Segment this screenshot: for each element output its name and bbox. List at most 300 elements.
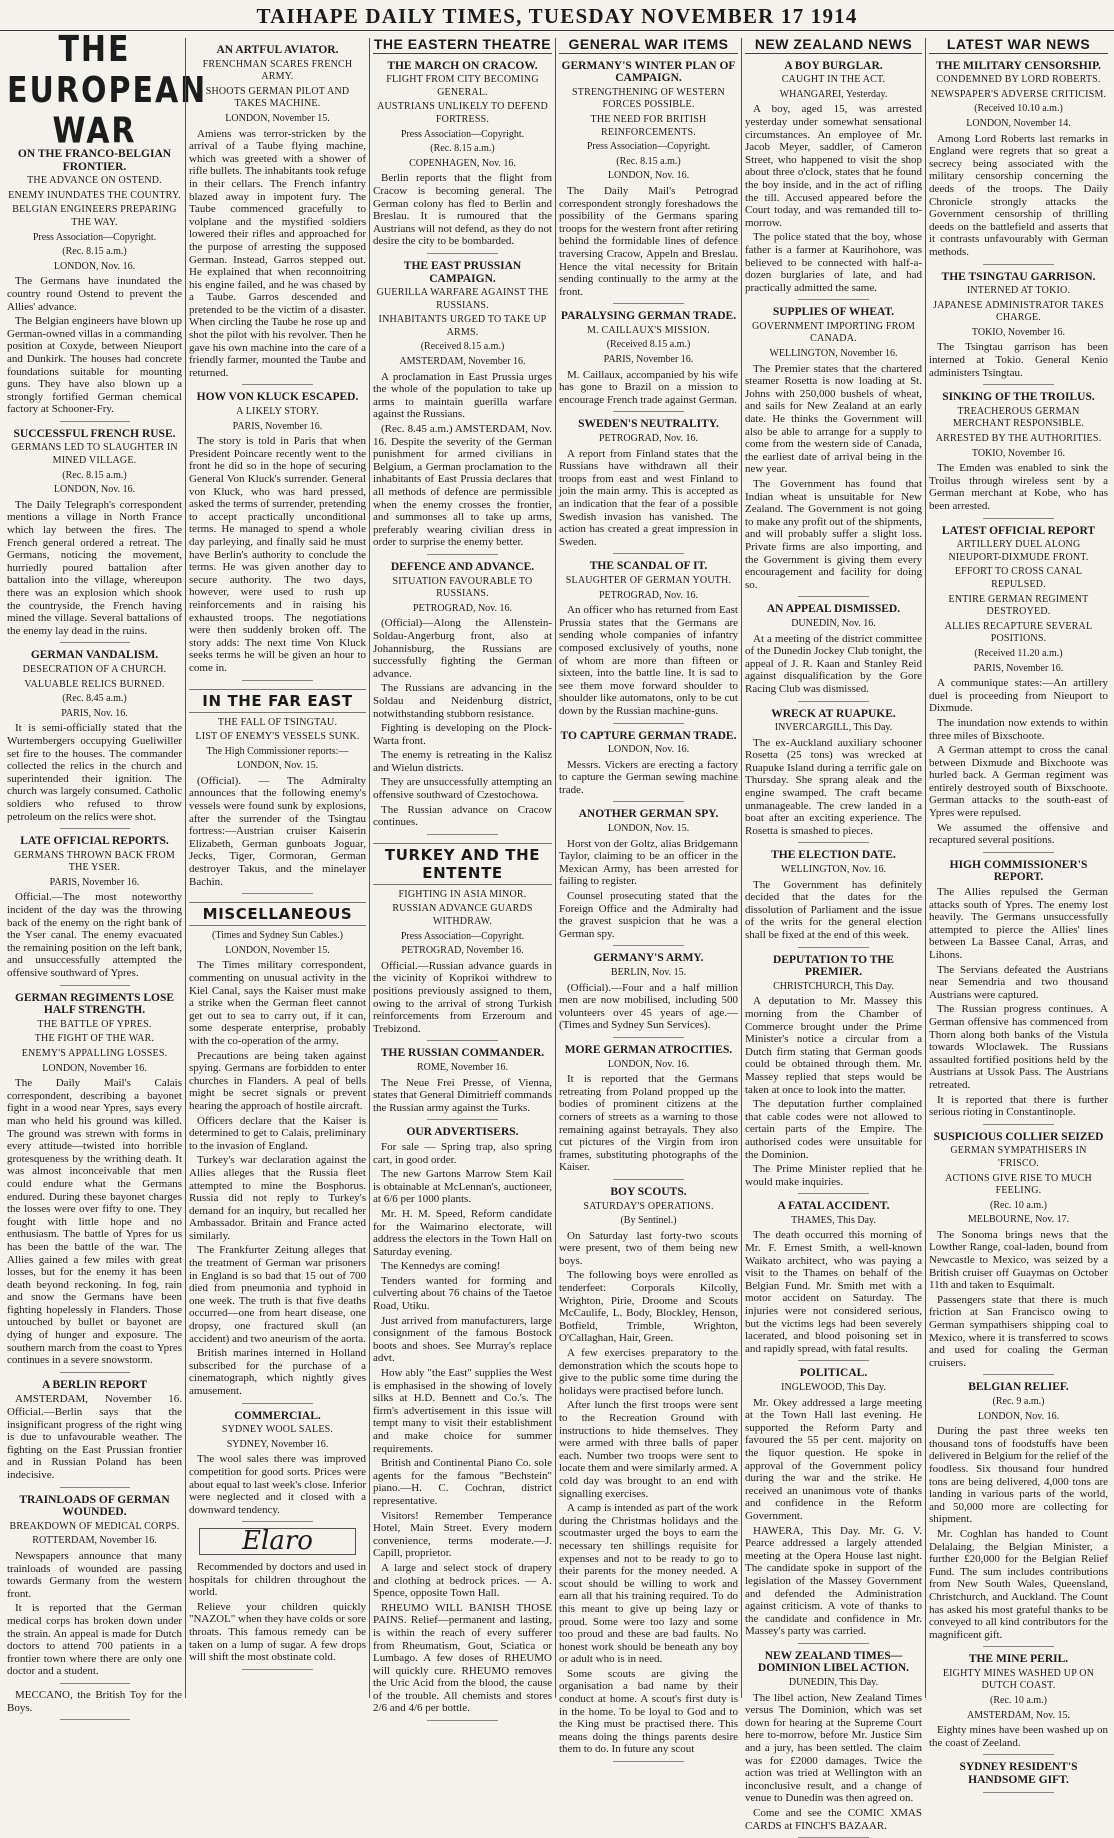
article-dateline: LONDON, November 15. (225, 112, 330, 124)
article-paragraph: Messrs. Vickers are erecting a factory to capture the German sewing machine trade. (559, 758, 738, 796)
article-subheading: ENEMY INUNDATES THE COUNTRY. (8, 189, 181, 201)
article-divider (983, 1124, 1055, 1125)
article-dateline: INVERCARGILL, This Day. (774, 722, 893, 734)
article-paragraph: The Russian progress continues. A German offensive has commenced from Thorn along both banks of the Vistula towards Wloclawek. The Russians assaulted fortified positions held by the Austrians at Ussok Pass. The Austrians retreated. (929, 1003, 1108, 1091)
article (929, 60, 1108, 265)
article-dateline: (By Sentinel.) (620, 1215, 677, 1227)
article-paragraph: Turkey's war declaration against the Allies alleges that the Russia fleet attempted to mine the Bosphorus. Russia did not reply to Turkey's demand for an inquiry, but recalled her Ambassador. Britain and France acted similarly. (189, 1154, 366, 1242)
article-subheading: THE FALL OF TSINGTAU. (217, 716, 338, 728)
article-divider (60, 1683, 130, 1684)
article-paragraph: We assumed the offensive and recaptured several positions. (929, 821, 1108, 847)
article-paragraph: Mr. Coghlan has handed to Count Delalaing, the Belgian Minister, a further £20,000 for the Belgian Relief Fund. The sum includes contributions from New South Wales, Queensland, Christchurch, and Auckland. The Count has asked his most grateful thanks to be conveyed to all kind contributors for the magnificent gift. (929, 1527, 1108, 1641)
article (189, 1528, 366, 1669)
article (559, 808, 738, 946)
article (559, 418, 738, 554)
article-divider (427, 1040, 499, 1041)
article-subheading: GERMANS LED TO SLAUGHTER IN MINED VILLAGE. (11, 442, 178, 467)
article-divider (798, 1360, 869, 1361)
article (745, 708, 922, 844)
article-subheading: ARTILLERY DUEL ALONG NIEUPORT-DIXMUDE FRONT. (948, 539, 1089, 563)
article (559, 60, 738, 305)
article-headline: DEPUTATION TO THE PREMIER. (773, 953, 894, 979)
article-headline: BELGIAN RELIEF. (968, 1381, 1069, 1394)
article-paragraph: An officer who has returned from East Prussia states that the Germans are sending whole companies of infantry composed exclusively of youths, none of whom are more than fifteen or sixteen, into the battle line. It is sad to see them move forward shoulder to shoulder like automatons, only to be cut down by the Russian machine-guns. (559, 604, 738, 717)
article-headline: SUCCESSFUL FRENCH RUSE. (13, 427, 176, 440)
article-dateline: (Received 8.15 a.m.) (606, 339, 691, 351)
ad-logo: Elaro (199, 1528, 356, 1555)
article-dateline: MELBOURNE, Nov. 17. (967, 1214, 1070, 1226)
article-paragraph: The new Gartons Marrow Stem Kail is obtainable at McLennan's, auctioneer, at 6/6 per 1000 plants. (373, 1168, 552, 1206)
article (559, 560, 738, 723)
article (745, 849, 922, 947)
article-divider (798, 947, 869, 948)
article-headline: POLITICAL. (799, 1367, 868, 1380)
article-headline: AN APPEAL DISMISSED. (766, 603, 901, 616)
article-divider (242, 1403, 313, 1404)
article-paragraph: Just arrived from manufacturers, large consignment of the famous Bostock boots and shoes. See Murray's replace advt. (373, 1314, 552, 1365)
article-dateline: (Rec. 10 a.m.) (990, 1199, 1047, 1211)
article-headline: SWEDEN'S NEUTRALITY. (578, 418, 719, 431)
article-paragraph: During the past three weeks ten thousand tons of foodstuffs have been delivered in Belgium for the relief of the foodless. Six thousand four hundred tons are being delivered, 4,000 tons are landing in various parts of the world, and 50,000 more are collecting for shipment. (929, 1425, 1108, 1526)
article-paragraph: Official.—Russian advance guards in the vicinity of Koprikoi withdrew to positions previously assigned to them, owing to the arrival of strong Turkish reinforcements from Erzeroum and Trebizond. (373, 959, 552, 1035)
article-dateline: LONDON, November 14. (966, 117, 1071, 129)
article-paragraph: Amiens was terror-stricken by the arrival of a Taube flying machine, which was greeted with a shower of rifle bullets. The inhabitants took refuge in their cellars. The French infantry blazed away in impotent fury. The Taube commenced gracefully to volplane and the mystified soldiers lowered their rifles and approached for the purpose of arresting the supposed German. Instead, Garros stepped out. He explained that when reconnoitring his engine failed, and he was chased by a Taube. Garros descended and pretended to be the victim of a disaster. When circling the Taube he rose up and shot the pilot with his revolver. Then he gave his own machine into the care of a friendly farmer, mounted the Taube and returned. (189, 127, 366, 379)
article-dateline: (Rec. 8.15 a.m.) (62, 469, 127, 481)
article-dateline: (Rec. 8.15 a.m.) (616, 155, 681, 167)
article-paragraph: The Frankfurter Zeitung alleges that the treatment of German war prisoners in England is so bad that 15 out of 700 died from pneumonia and typhoid in one week. The truth is that five deaths occurred—one from heart disease, one dropsy, one fractured skull (an accident) and two aneurism of the aorta. (189, 1244, 366, 1345)
article-headline: SYDNEY RESIDENT'S HANDSOME GIFT. (959, 1761, 1078, 1787)
article-subheading: SHOOTS GERMAN PILOT AND TAKES MACHINE. (205, 85, 350, 110)
article-divider (427, 1720, 499, 1721)
article (745, 60, 922, 301)
article-subheading: STRENGTHENING OF WESTERN FORCES POSSIBLE. (572, 86, 725, 111)
article-paragraph: A communique states:—An artillery duel is proceeding from Nieuport to Dixmude. (929, 677, 1108, 715)
article-dateline: PETROGRAD, Nov. 16. (598, 433, 699, 445)
article-dateline: (Received 11.20 a.m.) (974, 647, 1063, 659)
article-dateline: COPENHAGEN, Nov. 16. (409, 157, 516, 169)
article-divider (613, 553, 685, 554)
section-heading: TURKEY AND THE ENTENTE (373, 843, 552, 885)
article-paragraph: (Official). — The Admiralty announces that the following enemy's vessels were found sunk by explosions, after the surrender of the Tsingtau fortress:—Austrian cruiser Kaiserin Elizabeth, German gunboats Joguar, Jecks, Tiger, Cormoran, German destroyer Takus, and the minelayer Bachin. (189, 774, 366, 888)
article-dateline: LONDON, November 15. (225, 944, 330, 956)
article-divider (983, 852, 1055, 853)
article-divider (798, 596, 869, 597)
article-subheading: CAUGHT IN THE ACT. (781, 74, 886, 86)
article-headline: GERMAN VANDALISM. (30, 649, 159, 662)
article-paragraph: The Allies repulsed the German attacks south of Ypres. The enemy lost heavily. The Germans unsuccessfully attempted to pierce the Allies' lines between La Bassee Canal, Arras, and Lihons. (929, 886, 1108, 961)
article-divider (613, 1761, 685, 1762)
article-dateline: TOKIO, November 16. (971, 326, 1066, 338)
article-dateline: ROME, November 16. (416, 1061, 509, 1073)
article-headline: SINKING OF THE TROILUS. (942, 391, 1095, 404)
article-divider (798, 1193, 869, 1194)
article (745, 1367, 922, 1643)
article-headline: TO CAPTURE GERMAN TRADE. (560, 729, 737, 742)
article-headline: THE TSINGTAU GARRISON. (941, 270, 1096, 283)
article-headline: SUSPICIOUS COLLIER SEIZED (933, 1130, 1104, 1143)
article-subheading: BELGIAN ENGINEERS PREPARING THE WAY. (12, 204, 177, 228)
article (7, 992, 182, 1373)
article-subheading: A LIKELY STORY. (236, 406, 319, 418)
article-dateline: AMSTERDAM, November 16. (399, 356, 526, 368)
section-heading: IN THE FAR EAST (189, 689, 366, 713)
article-dateline: LONDON, Nov. 16. (607, 170, 690, 182)
article-paragraph: A report from Finland states that the Russians have withdrawn all their troops from east and west Finland to join the main army. This is accepted as an indication that the fear of a possible Swedish invasion has vanished. The action has created a great impression in Sweden. (559, 447, 738, 548)
article-paragraph: The Russians are advancing in the Soldau and Neidenburg district, notwithstanding stubborn resistance. (373, 682, 552, 720)
article-paragraph: Fighting is developing on the Plock-Warta front. (373, 722, 552, 747)
article (929, 1381, 1108, 1647)
article-paragraph: The Tsingtau garrison has been interned at Tokio. General Kenio administers Tsingtau. (929, 341, 1108, 379)
article-paragraph: The inundation now extends to within three miles of Bixschoote. (929, 716, 1108, 742)
article-headline: THE ELECTION DATE. (771, 849, 896, 862)
article-divider (60, 1487, 130, 1488)
article (929, 1761, 1108, 1792)
article-paragraph: (Official)—Along the Allenstein-Soldau-Angerburg front, also at Johannisburg, the Russians are successfully fighting the German advance. (373, 617, 552, 680)
article-subheading: ENTIRE GERMAN REGIMENT DESTROYED. (948, 593, 1089, 618)
article-divider (427, 253, 499, 254)
article-dateline: ROTTERDAM, November 16. (32, 1535, 157, 1547)
article-divider (983, 1754, 1055, 1755)
article-headline: NEW ZEALAND TIMES—DOMINION LIBEL ACTION. (757, 1649, 910, 1675)
article-subheading: FRENCHMAN SCARES FRENCH ARMY. (202, 58, 353, 83)
article-paragraph: How ably "the East" supplies the West is emphasised in the showing of lovely silks at H.D. Bennett and Co.'s. The firm's advertisement in this issue will tempt many to visit their establishment and make choice for summer requirements. (373, 1367, 552, 1455)
article-dateline: (Rec. 10 a.m.) (990, 1695, 1047, 1707)
article-paragraph: Come and see the COMIC XMAS CARDS at FINCH'S BAZAAR. (745, 1807, 922, 1832)
article-divider (983, 1374, 1055, 1375)
article-paragraph: It is semi-officially stated that the Wurtembergers occupying Gueliwiller set fire to the houses. The commander collected the relics in the church and superintended their ignition. The church was largely consumed. Catholic soldiers who refused to throw petroleum on the relics were shot. (7, 722, 182, 823)
section-title: THE EUROPEAN WAR (7, 28, 208, 153)
article-headline: GERMAN REGIMENTS LOSE HALF STRENGTH. (14, 991, 175, 1017)
article-headline: THE MINE PERIL. (968, 1653, 1069, 1666)
article-paragraph: Counsel prosecuting stated that the Foreign Office and the Admiralty had the gravest suspicion that he was a German spy. (559, 890, 738, 940)
article (7, 1689, 182, 1720)
article-paragraph: Among Lord Roberts last remarks in England were regrets that so great a secrecy being associated with the military censorship concerning the deeds of the troops. The Daily Chronicle strongly attacks the Government censorship of thrilling deeds on the battlefield and asserts that it contrasts unfavourably with German methods. (929, 132, 1108, 258)
article-paragraph: The following boys were enrolled as tenderfeet: Corporals Kilcolly, Wrighton, Pirie, Droome and Scouts McCaulife, L. Body, Blockley, Henson, Botfield, Trimble, Wrighton, O'Callaghan, Hair, Green. (559, 1269, 738, 1345)
article-subheading: VALUABLE RELICS BURNED. (24, 678, 165, 690)
article-paragraph: For sale — Spring trap, also spring cart, in good order. (373, 1140, 552, 1166)
article-subheading: THE ADVANCE ON OSTEND. (27, 175, 162, 187)
article-dateline: (Times and Sydney Sun Cables.) (211, 930, 344, 942)
article-paragraph: The death occurred this morning of Mr. F. Ernest Smith, a well-known Waikato architect, who was paying a visit to the Thames on behalf of the Belgian Fund. Mr. Smith met with a motor accident on Saturday. The injuries were not considered serious, but the victims legs had been severely lacerated, and blood poisoning set in and rapidly spread, with fatal results. (745, 1229, 922, 1355)
article-subheading: SYDNEY WOOL SALES. (221, 1424, 334, 1436)
article-dateline: LONDON, Nov. 16. (607, 1058, 690, 1070)
article-dateline: INGLEWOOD, This Day. (781, 1382, 886, 1393)
article-headline: HIGH COMMISSIONER'S REPORT. (949, 858, 1088, 884)
article-divider (242, 680, 313, 681)
article-headline: SUPPLIES OF WHEAT. (772, 306, 895, 319)
article (559, 310, 738, 412)
article-paragraph: Some scouts are giving the organisation a bad name by their conduct at home. A scout's first duty is in the home. To be loyal to God and to the King must be practised there. This means doing the things parents desire them to do. In future any scout (559, 1667, 738, 1756)
article-headline: ON THE FRANCO-BELGIAN FRONTIER. (17, 148, 172, 173)
article-subheading: LIST OF ENEMY'S VESSELS SUNK. (195, 731, 360, 743)
column-1 (4, 28, 208, 1714)
article-subheading: FIGHTING IN ASIA MINOR. (398, 888, 527, 900)
article-paragraph: A German attempt to cross the canal between Dixmude and Bixchoote was hurled back. A German regiment was entirely destroyed south of Bixschoote. German attacks to the south-east of Ypres were repulsed. (929, 744, 1108, 820)
article-divider (427, 834, 499, 835)
column-header: NEW ZEALAND NEWS (745, 38, 922, 54)
article-paragraph: The Sonoma brings news that the Lowther Range, coal-laden, bound from Newcastle to Mexico, was seized by a British cruiser off Guaymas on October 11th and taken to Esquimalt. (929, 1228, 1108, 1292)
article (559, 952, 738, 1038)
article-headline: TRAINLOADS OF GERMAN WOUNDED. (19, 1493, 170, 1519)
article-paragraph: At a meeting of the district committee of the Dunedin Jockey Club tonight, the appeal of J. R. Kaan and Stanley Reid against disqualification by the Gore Racing Club was dismissed. (745, 632, 922, 695)
article-paragraph: RHEUMO WILL BANISH THOSE PAINS. Relief—permanent and lasting, is within the reach of every sufferer from Rheumatism, Gout, Sciatica or Lumbago. A few doses of RHEUMO will quickly cure. RHEUMO removes the Uric Acid from the blood, the cause of the trouble. All chemists and stores 2/6 and 4/6 per bottle. (373, 1601, 552, 1715)
article-paragraph: The Neue Frei Presse, of Vienna, states that General Dimitrieff commands the Russian army against the Turks. (373, 1076, 552, 1114)
article (7, 428, 182, 644)
article-paragraph: Recommended by doctors and used in hospitals for children throughout the world. (189, 1560, 366, 1599)
article-subheading: GERMAN SYMPATHISERS IN 'FRISCO. (950, 1145, 1087, 1169)
article-paragraph: The Daily Mail's Calais correspondent, describing a bayonet fight in a wood near Ypres, says every man who held his ground was killed. The ground was strewn with forms in every attitude—twisted into horrible grotesqueness by the writhing death. It was almost inconceivable that men could endure what the Germans endured. During these bayonet charges the losses were over fifty to one. They fought with little hope and no enthusiasm. The battle of Ypres for us has been the battle of the war. The Allies gained a few miles with great losses, but for the enemy it has been death beyond reckoning. In fog, rain and snow the Germans have been fighting hopelessly in Flanders. Those untouched by bullet or bayonet are dying of hunger and exposure. The southern march from the coast to Ypres continues in a severe snowstorm. (7, 1077, 182, 1367)
article (559, 730, 738, 803)
article-subheading: THE FIGHT OF THE WAR. (34, 1033, 155, 1045)
article-paragraph: (Official).—Four and a half million men are now mobilised, including 500 volunteers over 45 years of age.—(Times and Sydney Sun Services). (559, 981, 738, 1032)
article-subheading: GUERILLA WARFARE AGAINST THE RUSSIANS. (376, 287, 549, 311)
article-paragraph: Official.—The most noteworthy incident of the day was the throwing back of the enemy on the right bank of the Yser canal. The enemy evacuated the remaining position on the left bank, and unsuccessfully attempted the offensive southward of Ypres. (7, 891, 182, 980)
article-paragraph: Passengers state that there is much friction at San Francisco owing to German sympathisers shipping coal to Mexico, where it is transferred to scows and used for coaling the German cruisers. (929, 1293, 1108, 1369)
article-headline: GERMANY'S WINTER PLAN OF CAMPAIGN. (561, 59, 736, 85)
article-headline: LATEST OFFICIAL REPORT (941, 524, 1096, 537)
article-subheading: CONDEMNED BY LORD ROBERTS. (936, 74, 1101, 86)
article-dateline: DUNEDIN, This Day. (788, 1677, 879, 1689)
article-paragraph: A proclamation in East Prussia urges the whole of the population to take up arms to maintain guerilla warfare against the Russians. (373, 370, 552, 421)
article-paragraph: Mr. Okey addressed a large meeting at the Town Hall last evening. He supported the Reform Party and favoured the 55 per cent. majority on the liquor question. He spoke in approval of the Government policy during the war and the strike. He received an unanimous vote of thanks and confidence in the Reform Government. (745, 1396, 922, 1522)
article-subheading: ACTIONS GIVE RISE TO MUCH FEELING. (945, 1172, 1092, 1197)
article-headline: GERMANY'S ARMY. (593, 952, 704, 965)
article-paragraph: The Kennedys are coming! (381, 1260, 501, 1273)
article-paragraph: Newspapers announce that many trainloads of wounded are passing towards Germany from the western front. (7, 1549, 182, 1600)
article-divider (242, 1521, 313, 1522)
article-dateline: SYDNEY, November 16. (226, 1438, 329, 1450)
article-dateline: (Rec. 8.15 a.m.) (62, 246, 127, 258)
article-paragraph: The Government has found that Indian wheat is unsuitable for New Zealand. The Government is not going to make any profit out of the shipments, and will probably suffer a slight loss. Private firms are also importing, and the Government is giving them every encouragement and facility for doing so. (745, 478, 922, 591)
article-divider (242, 384, 313, 385)
article-subheading: AUSTRIANS UNLIKELY TO DEFEND FORTRESS. (377, 101, 548, 125)
article-divider (798, 701, 869, 702)
article-paragraph: Precautions are being taken against spying. Germans are forbidden to enter churches in Flanders. A peal of bells might be secret signals or prevent hearing the approach of hostile aircraft. (189, 1049, 366, 1112)
article-dateline: LONDON, Nov. 16. (977, 1410, 1060, 1422)
article-dateline: WELLINGTON, November 16. (769, 348, 898, 360)
article-dateline: (Rec. 8.45 a.m.) (62, 693, 127, 705)
article-paragraph: They are unsuccessfully attempting an offensive southward of Czestochowa. (373, 776, 552, 802)
article-divider (60, 1719, 130, 1720)
article-dateline: LONDON, Nov. 16. (53, 260, 136, 272)
article (7, 148, 182, 422)
article-dateline: THAMES, This Day. (791, 1214, 876, 1226)
article-headline: WRECK AT RUAPUKE. (771, 707, 896, 720)
article (7, 1379, 182, 1488)
article-divider (60, 642, 130, 643)
article-paragraph: A camp is intended as part of the work during the Christmas holidays and the scoutmaster urged the boys to earn the necessary ten shillings requisite for expenses and not to be ready to go to their parents for the money needed. A scout should be willing to work and earn all that his training required. To do this meant to give up being lazy or proud. Some were too lazy and some too proud and these are bad faults. No honest work should be beneath any boy or adult who is in need. (559, 1502, 738, 1666)
article (745, 603, 922, 701)
article-headline: PARALYSING GERMAN TRADE. (560, 310, 737, 323)
article-dateline: LONDON, Nov. 16. (607, 744, 690, 756)
article-paragraph: AMSTERDAM, November 16. Official.—Berlin says that the insignificant progress of the right wing is due to unfavourable weather. The fighting on the East Prussian frontier and in Russian Poland has been indecisive. (7, 1393, 182, 1481)
article-headline: THE MARCH ON CRACOW. (387, 59, 538, 72)
article-dateline: PARIS, November 16. (973, 662, 1064, 674)
article-paragraph: The libel action, New Zealand Times versus The Dominion, which was set down for hearing at the Supreme Court here to-morrow, before Mr. Justice Sim and a jury, has been settled. The claim was for £2000 damages. Twice the action was tried at Wellington with an inconclusive result, and a change of venue to Dunedin was then agreed on. (745, 1691, 922, 1805)
article-subheading: THE BATTLE OF YPRES. (37, 1018, 152, 1030)
article-subheading: NEWSPAPER'S ADVERSE CRITICISM. (930, 88, 1107, 100)
article-divider (613, 411, 685, 412)
column-5 (741, 36, 925, 1832)
article-paragraph: Eighty mines have been washed up on the coast of Zeeland. (929, 1724, 1108, 1749)
article-dateline: PARIS, November 16. (603, 354, 694, 366)
article-dateline: BERLIN, Nov. 15. (610, 967, 687, 978)
article-paragraph: M. Caillaux, accompanied by his wife has gone to Brazil on a mission to encourage French trade against German. (559, 368, 738, 406)
article-paragraph: HAWERA, This Day. Mr. G. V. Pearce addressed a largely attended meeting at the Opera House last night. The candidate spoke in support of the legislation of the Massey Government and defended the Administration against criticism. A vote of thanks to the candidate and confidence in Mr. Massey's party was carried. (745, 1524, 922, 1638)
article-paragraph: On Saturday last forty-two scouts were present, two of them being new boys. (559, 1229, 738, 1267)
column-2 (185, 38, 369, 1698)
article-paragraph: The ex-Auckland auxiliary schooner Rosetta (25 tons) was wrecked at Ruapuke Island during a terrific gale on Thursday. She sprang aleak and the engine swamped. The craft became unmanageable. The crew landed in a boat after an exciting experience. The Rosetta is smashed to pieces. (745, 736, 922, 837)
article-paragraph: It is reported that the Germans retreating from Poland propped up the bodies of prominent citizens at the corners of streets as a warning to those remaining against betrayals. They also cut pictures of the Virgin from iron frames, substituting photographs of the Kaiser. (559, 1073, 738, 1174)
article-dateline: PARIS, November 16. (49, 876, 140, 888)
article (745, 1650, 922, 1838)
article-headline: THE MILITARY CENSORSHIP. (936, 59, 1101, 72)
article-paragraph: Tenders wanted for forming and culverting about 76 chains of the Taetoe Road, Utiku. (373, 1274, 552, 1313)
article (745, 306, 922, 597)
article-subheading: M. CAILLAUX'S MISSION. (587, 324, 710, 336)
article-paragraph: Officers declare that the Kaiser is determined to get to Calais, preliminary to the invasion of England. (189, 1114, 366, 1152)
article-dateline: LONDON, Nov. 15. (236, 760, 319, 772)
article (373, 260, 552, 555)
article-headline: LATE OFFICIAL REPORTS. (20, 835, 169, 848)
article-subheading: THE NEED FOR BRITISH REINFORCEMENTS. (590, 113, 707, 138)
article (373, 1126, 552, 1721)
article (7, 649, 182, 829)
article-paragraph: British marines interned in Holland subscribed for the purchase of a cinematograph, which nightly gives amusement. (189, 1347, 366, 1397)
article-headline: AN ARTFUL AVIATOR. (216, 44, 339, 56)
section-heading: MISCELLANEOUS (189, 902, 366, 926)
article (373, 561, 552, 835)
article-subheading: SITUATION FAVOURABLE TO RUSSIANS. (392, 575, 533, 600)
article-headline: A BERLIN REPORT (41, 1378, 148, 1391)
article-paragraph: A few exercises preparatory to the demonstration which the scouts hope to give to the public some time during the holidays were practised before lunch. (559, 1347, 738, 1397)
article (189, 689, 366, 895)
article (929, 859, 1108, 1125)
article-subheading: DESECRATION OF A CHURCH. (22, 663, 167, 675)
article-divider (983, 264, 1055, 265)
article-headline: HOW VON KLUCK ESCAPED. (196, 391, 359, 404)
article-divider (983, 384, 1055, 385)
article-paragraph: The Government has definitely decided that the dates for the dissolution of Parliament and the issue of the writs for the general election shall be fixed at the end of this week. (745, 878, 922, 941)
article-paragraph: A large and select stock of drapery and clothing at bedrock prices. — A. Spence, opposite Town Hall. (373, 1561, 552, 1600)
column-header: LATEST WAR NEWS (929, 38, 1108, 54)
column-header: THE EASTERN THEATRE (373, 36, 552, 52)
article-subheading: EFFORT TO CROSS CANAL REPULSED. (954, 566, 1083, 590)
article-divider (983, 518, 1055, 519)
article-headline: BOY SCOUTS. (610, 1185, 687, 1198)
article-subheading: SATURDAY'S OPERATIONS. (583, 1200, 714, 1212)
article-subheading: EIGHTY MINES WASHED UP ON DUTCH COAST. (942, 1667, 1095, 1692)
article (929, 525, 1108, 853)
article-paragraph: The deputation further complained that cable codes were not allowed to certain parts of the Empire. The authorised codes were unsuitable for the Dominion. (745, 1098, 922, 1161)
article-subheading: BREAKDOWN OF MEDICAL CORPS. (9, 1520, 180, 1532)
article-paragraph: The Russian advance on Cracow continues. (373, 803, 552, 829)
article-divider (427, 554, 499, 555)
article-dateline: DUNEDIN, Nov. 16. (791, 617, 876, 629)
article-subheading: RUSSIAN ADVANCE GUARDS WITHDRAW. (392, 903, 533, 928)
article (189, 902, 366, 1403)
article (189, 44, 366, 385)
article-divider (613, 1037, 685, 1038)
article-paragraph: After lunch the first troops were sent to the Recreation Ground with instructions to hide themselves. They were armed with three balls of paper each. Number two troops were sent to locate them and were similarly armed. A cold day was brought to an end with signalling exercises. (559, 1399, 738, 1500)
article (373, 843, 552, 1042)
article-divider (798, 299, 869, 300)
article-dateline: PETROGRAD, November 16. (401, 945, 524, 957)
article (559, 1186, 738, 1762)
column-header: GENERAL WAR ITEMS (559, 38, 738, 54)
article-headline: ANOTHER GERMAN SPY. (578, 808, 719, 821)
article-paragraph: MECCANO, the British Toy for the Boys. (7, 1688, 182, 1714)
article-dateline: (Rec. 8.15 a.m.) (430, 143, 495, 155)
article-paragraph: The Germans have inundated the country round Ostend to prevent the Allies' advance. (7, 275, 182, 313)
article-dateline: (Rec. 9 a.m.) (992, 1396, 1045, 1407)
article-dateline: Press Association—Copyright. (32, 231, 157, 243)
article-paragraph: It is reported that there is further serious rioting in Constantinople. (929, 1093, 1108, 1119)
article (929, 271, 1108, 386)
article-divider (242, 1669, 313, 1670)
article-dateline: WHANGAREI, Yesterday. (779, 88, 888, 100)
article-headline: A FATAL ACCIDENT. (777, 1200, 890, 1213)
article-divider (798, 842, 869, 843)
article-headline: THE RUSSIAN COMMANDER. (380, 1047, 545, 1060)
article-paragraph: Visitors! Remember Temperance Hotel, Main Street. Every modern convenience, terms moderate.—J. Capill, proprietor. (373, 1509, 552, 1560)
article-paragraph: The Daily Mail's Petrograd correspondent strongly foreshadows the possibility of the Germans sparing troops for the western front after retiring behind the formidable lines of defence traversing Cracow, Appeln and Breslau. Hence the vital necessity for Britain sending continually to the army at the front. (559, 184, 738, 298)
article-divider (798, 1643, 869, 1644)
article-paragraph: Berlin reports that the flight from Cracow is becoming general. The German colony has fled to Berlin and Breslau. It is rumoured that the Austrians will not defend, as they do not desire the city to be bombarded. (373, 172, 552, 248)
article-paragraph: The Times military correspondent, commenting on unusual activity in the Kiel Canal, says the Kaiser must make a strike when the German fleet cannot get out to sea to carry out, if it can, some desperate enterprise, probably with the co-operation of the army. (189, 959, 366, 1047)
article-headline: COMMERCIAL. (234, 1409, 321, 1422)
article-subheading: GOVERNMENT IMPORTING FROM CANADA. (751, 320, 916, 345)
article-dateline: Press Association—Copyright. (586, 141, 711, 153)
article-paragraph: The wool sales there was improved competition for good sorts. Prices were about equal to last week's close. Inferior were neglected and it closed with a downward tendency. (189, 1453, 367, 1516)
article-paragraph: The enemy is retreating in the Kalisz and Wielun districts. (373, 749, 552, 774)
article (929, 1653, 1108, 1755)
article-headline: MORE GERMAN ATROCITIES. (564, 1043, 733, 1056)
article-dateline: (Received 10.10 a.m.) (974, 103, 1063, 115)
article-paragraph: The Servians defeated the Austrians near Semendria and two thousand Austrians were captured. (929, 963, 1108, 1001)
article-divider (427, 1119, 499, 1120)
article-subheading: GERMANS THROWN BACK FROM THE YSER. (13, 849, 176, 874)
article-subheading: TREACHEROUS GERMAN MERCHANT RESPONSIBLE. (952, 405, 1085, 430)
article-paragraph: Horst von der Goltz, alias Bridgemann Taylor, claiming to be an officer in the Mexican Army, has been arrested for failing to register. (559, 837, 738, 888)
article-divider (60, 828, 130, 829)
article (929, 391, 1108, 518)
article-dateline: (Received 8.15 a.m.) (420, 341, 505, 353)
article-dateline: WELLINGTON, Nov. 16. (781, 864, 886, 876)
article-paragraph: (Rec. 8.45 a.m.) AMSTERDAM, Nov. 16. Despite the severity of the German punishment for armed civilians in Belgium, a German proclamation to the inhabitants of East Prussia declares that all methods of defence are permissible when the enemy crosses the frontier, and summonses all to take up arms, preferably wearing civilian dress in order to surprise the enemy better. (373, 423, 552, 549)
article-headline: THE EAST PRUSSIAN CAMPAIGN. (403, 259, 522, 285)
article (929, 1131, 1108, 1376)
article-divider (613, 303, 685, 304)
article-dateline: TOKIO, November 16. (971, 447, 1066, 459)
article-divider (613, 945, 685, 946)
article-divider (613, 723, 685, 724)
article-subheading: INTERNED AT TOKIO. (966, 285, 1071, 297)
article-dateline: Press Association—Copyright. (400, 930, 525, 942)
article-headline: THE SCANDAL OF IT. (589, 560, 708, 573)
article-headline: OUR ADVERTISERS. (406, 1126, 519, 1139)
article-subheading: SLAUGHTER OF GERMAN YOUTH. (565, 574, 732, 586)
article (7, 1494, 182, 1684)
article-paragraph: The Emden was enabled to sink the Troilus through wireless sent by a German merchant at Kobe, who has been arrested. (929, 462, 1108, 512)
article-divider (613, 801, 685, 802)
article (745, 1200, 922, 1361)
article (559, 1044, 738, 1180)
article-paragraph: The story is told in Paris that when President Poincare recently went to the front he did so in the hope of securing General Von Kluck's surrender. General von Kluck, who was hard pressed, asked the terms of surrender, pretending to accept practically unconditional terms. He managed to spend a whole day parleying, and finally said he must have Berlin's authority to conclude the terms. He was given another day to secure authority. The two days, however, were used to rush up reinforcements and in raising his exhausted troops. The negotiations were then suddenly broken off. The story adds: The next time Von Kluck seeks terms he will be given an hour to come in. (189, 435, 366, 674)
article-dateline: LONDON, Nov. 16. (53, 484, 136, 496)
column-6 (925, 36, 1111, 1787)
masthead: TAIHAPE DAILY TIMES, TUESDAY NOVEMBER 17 1914 (0, 4, 1114, 31)
